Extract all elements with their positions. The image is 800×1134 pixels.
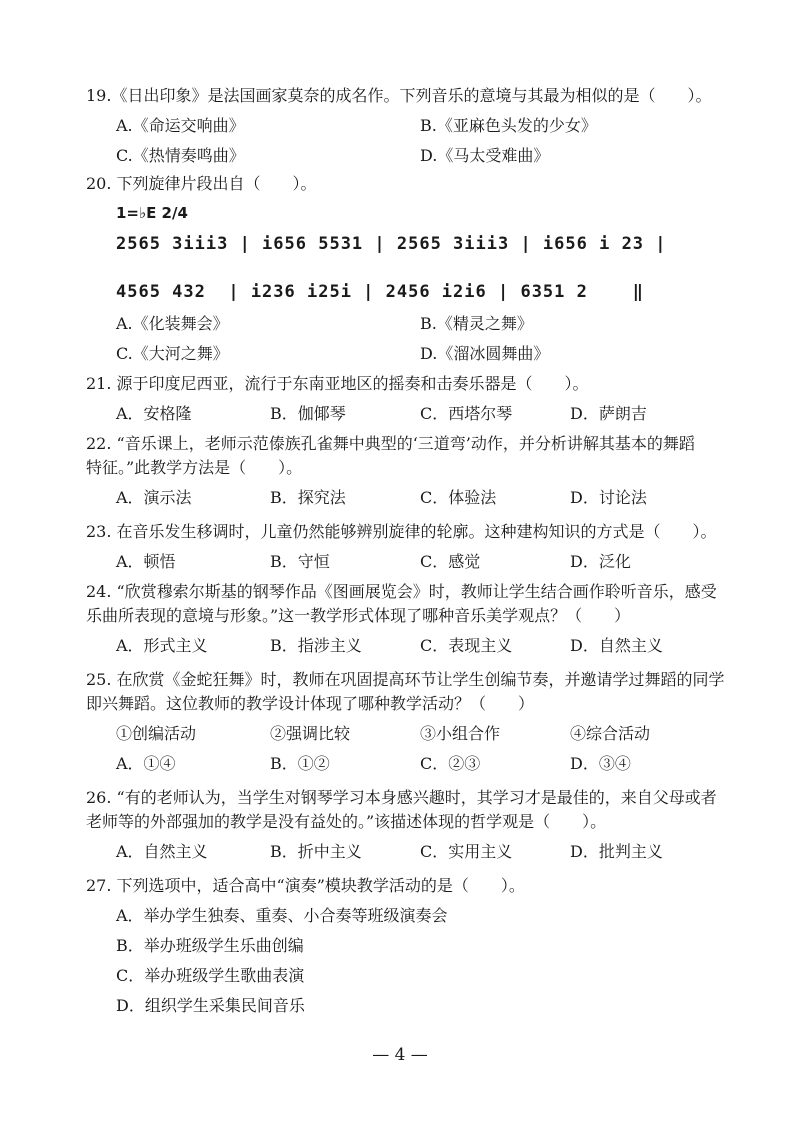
option-a: A.《命运交响曲》 bbox=[116, 116, 245, 135]
option-b: B．伽倻琴 bbox=[270, 404, 346, 423]
question-23 bbox=[86, 520, 734, 580]
option-c: C．举办班级学生歌曲表演 bbox=[116, 966, 305, 985]
option-a: A．演示法 bbox=[116, 488, 192, 507]
question-stem: 27. 下列选项中，适合高中“演奏”模块教学活动的是（ ）。 bbox=[86, 876, 525, 895]
notation-line-2: 4565 432 | i236 i25i | 2456 i2i6 | 6351 2 ‖ bbox=[116, 282, 645, 302]
question-stem: 25. 在欣赏《金蛇狂舞》时，教师在巩固提高环节让学生创编节奏，并邀请学过舞蹈的同学 bbox=[86, 670, 725, 689]
question-20-options bbox=[86, 312, 734, 372]
option-d: D．泛化 bbox=[570, 552, 631, 571]
options-row bbox=[86, 550, 734, 580]
question-25 bbox=[86, 668, 734, 782]
option-c: C．感觉 bbox=[420, 552, 481, 571]
options-row bbox=[86, 752, 734, 782]
option-d: D．③④ bbox=[570, 754, 631, 773]
question-24 bbox=[86, 580, 734, 664]
option-d: D．批判主义 bbox=[570, 842, 663, 861]
question-stem: 19.《日出印象》是法国画家莫奈的成名作。下列音乐的意境与其最为相似的是（ ）。 bbox=[86, 86, 712, 105]
option-a: A．顿悟 bbox=[116, 552, 176, 571]
options-row bbox=[86, 312, 734, 342]
option-b: B．举办班级学生乐曲创编 bbox=[116, 936, 304, 955]
option-b: B．探究法 bbox=[270, 488, 346, 507]
option-c: C．②③ bbox=[420, 754, 481, 773]
question-stem: 26. “有的老师认为，当学生对钢琴学习本身感兴趣时，其学习才是最佳的，来自父母或者 bbox=[86, 788, 717, 807]
question-stem-cont: 老师等的外部强加的教学是没有益处的。”该描述体现的哲学观是（ ）。 bbox=[86, 812, 607, 831]
question-stem-cont: 即兴舞蹈。这位教师的教学设计体现了哪种教学活动？（ ） bbox=[86, 694, 535, 713]
option-c: C．体验法 bbox=[420, 488, 497, 507]
option-c: C.《热情奏鸣曲》 bbox=[116, 146, 245, 165]
option-b: B．①② bbox=[270, 754, 330, 773]
page-number: — 4 — bbox=[372, 1045, 428, 1065]
option-a: A．形式主义 bbox=[116, 636, 208, 655]
option-b: B.《精灵之舞》 bbox=[420, 314, 533, 333]
key-signature: 1=♭E 2/4 bbox=[116, 204, 188, 222]
question-stem: 24. “欣赏穆索尔斯基的钢琴作品《图画展览会》时，教师让学生结合画作聆听音乐，感受 bbox=[86, 582, 717, 601]
item-2: ②强调比较 bbox=[270, 724, 351, 743]
option-b: B．指涉主义 bbox=[270, 636, 362, 655]
option-c: C．西塔尔琴 bbox=[420, 404, 513, 423]
options-row bbox=[86, 402, 734, 432]
option-b: B．折中主义 bbox=[270, 842, 362, 861]
question-stem: 21. 源于印度尼西亚，流行于东南亚地区的摇奏和击奏乐器是（ ）。 bbox=[86, 374, 589, 393]
option-a: A．安格隆 bbox=[116, 404, 192, 423]
option-b: B．守恒 bbox=[270, 552, 330, 571]
question-stem: 20. 下列旋律片段出自（ ）。 bbox=[86, 174, 317, 193]
notation-line-1: 2565 3iii3 | i656 5531 | 2565 3iii3 | i656 i 23 | bbox=[116, 234, 667, 254]
option-c: C.《大河之舞》 bbox=[116, 344, 229, 363]
option-d: D．自然主义 bbox=[570, 636, 663, 655]
item-3: ③小组合作 bbox=[420, 724, 501, 743]
question-21 bbox=[86, 372, 734, 432]
options-row bbox=[86, 634, 734, 664]
options-row bbox=[86, 144, 734, 174]
option-c: C．表现主义 bbox=[420, 636, 513, 655]
question-26 bbox=[86, 786, 734, 870]
option-a: A．自然主义 bbox=[116, 842, 208, 861]
option-d: D.《溜冰圆舞曲》 bbox=[420, 344, 550, 363]
option-c: C．实用主义 bbox=[420, 842, 513, 861]
options-row bbox=[86, 840, 734, 870]
question-stem-cont: 乐曲所表现的意境与形象。”这一教学形式体现了哪种音乐美学观点？（ ） bbox=[86, 606, 631, 625]
question-stem: 22. “音乐课上，老师示范傣族孔雀舞中典型的‘三道弯’动作，并分析讲解其基本的舞蹈 bbox=[86, 434, 695, 453]
option-d: D．组织学生采集民间音乐 bbox=[116, 996, 305, 1015]
question-stem: 23. 在音乐发生移调时，儿童仍然能够辨别旋律的轮廓。这种建构知识的方式是（ ）。 bbox=[86, 522, 717, 541]
question-22 bbox=[86, 432, 734, 516]
item-1: ①创编活动 bbox=[116, 724, 197, 743]
option-a: A.《化装舞会》 bbox=[116, 314, 229, 333]
item-4: ④综合活动 bbox=[570, 724, 651, 743]
option-a: A．①④ bbox=[116, 754, 176, 773]
option-d: D．讨论法 bbox=[570, 488, 647, 507]
question-20 bbox=[86, 172, 734, 196]
options-row bbox=[86, 486, 734, 516]
question-19 bbox=[86, 84, 734, 174]
option-d: D.《马太受难曲》 bbox=[420, 146, 550, 165]
question-stem-cont: 特征。”此教学方法是（ ）。 bbox=[86, 458, 303, 477]
option-b: B.《亚麻色头发的少女》 bbox=[420, 116, 597, 135]
option-d: D．萨朗吉 bbox=[570, 404, 647, 423]
options-row bbox=[86, 114, 734, 144]
options-row bbox=[86, 342, 734, 372]
items-row bbox=[86, 722, 734, 752]
option-a: A．举办学生独奏、重奏、小合奏等班级演奏会 bbox=[116, 906, 448, 925]
question-27 bbox=[86, 874, 734, 1024]
